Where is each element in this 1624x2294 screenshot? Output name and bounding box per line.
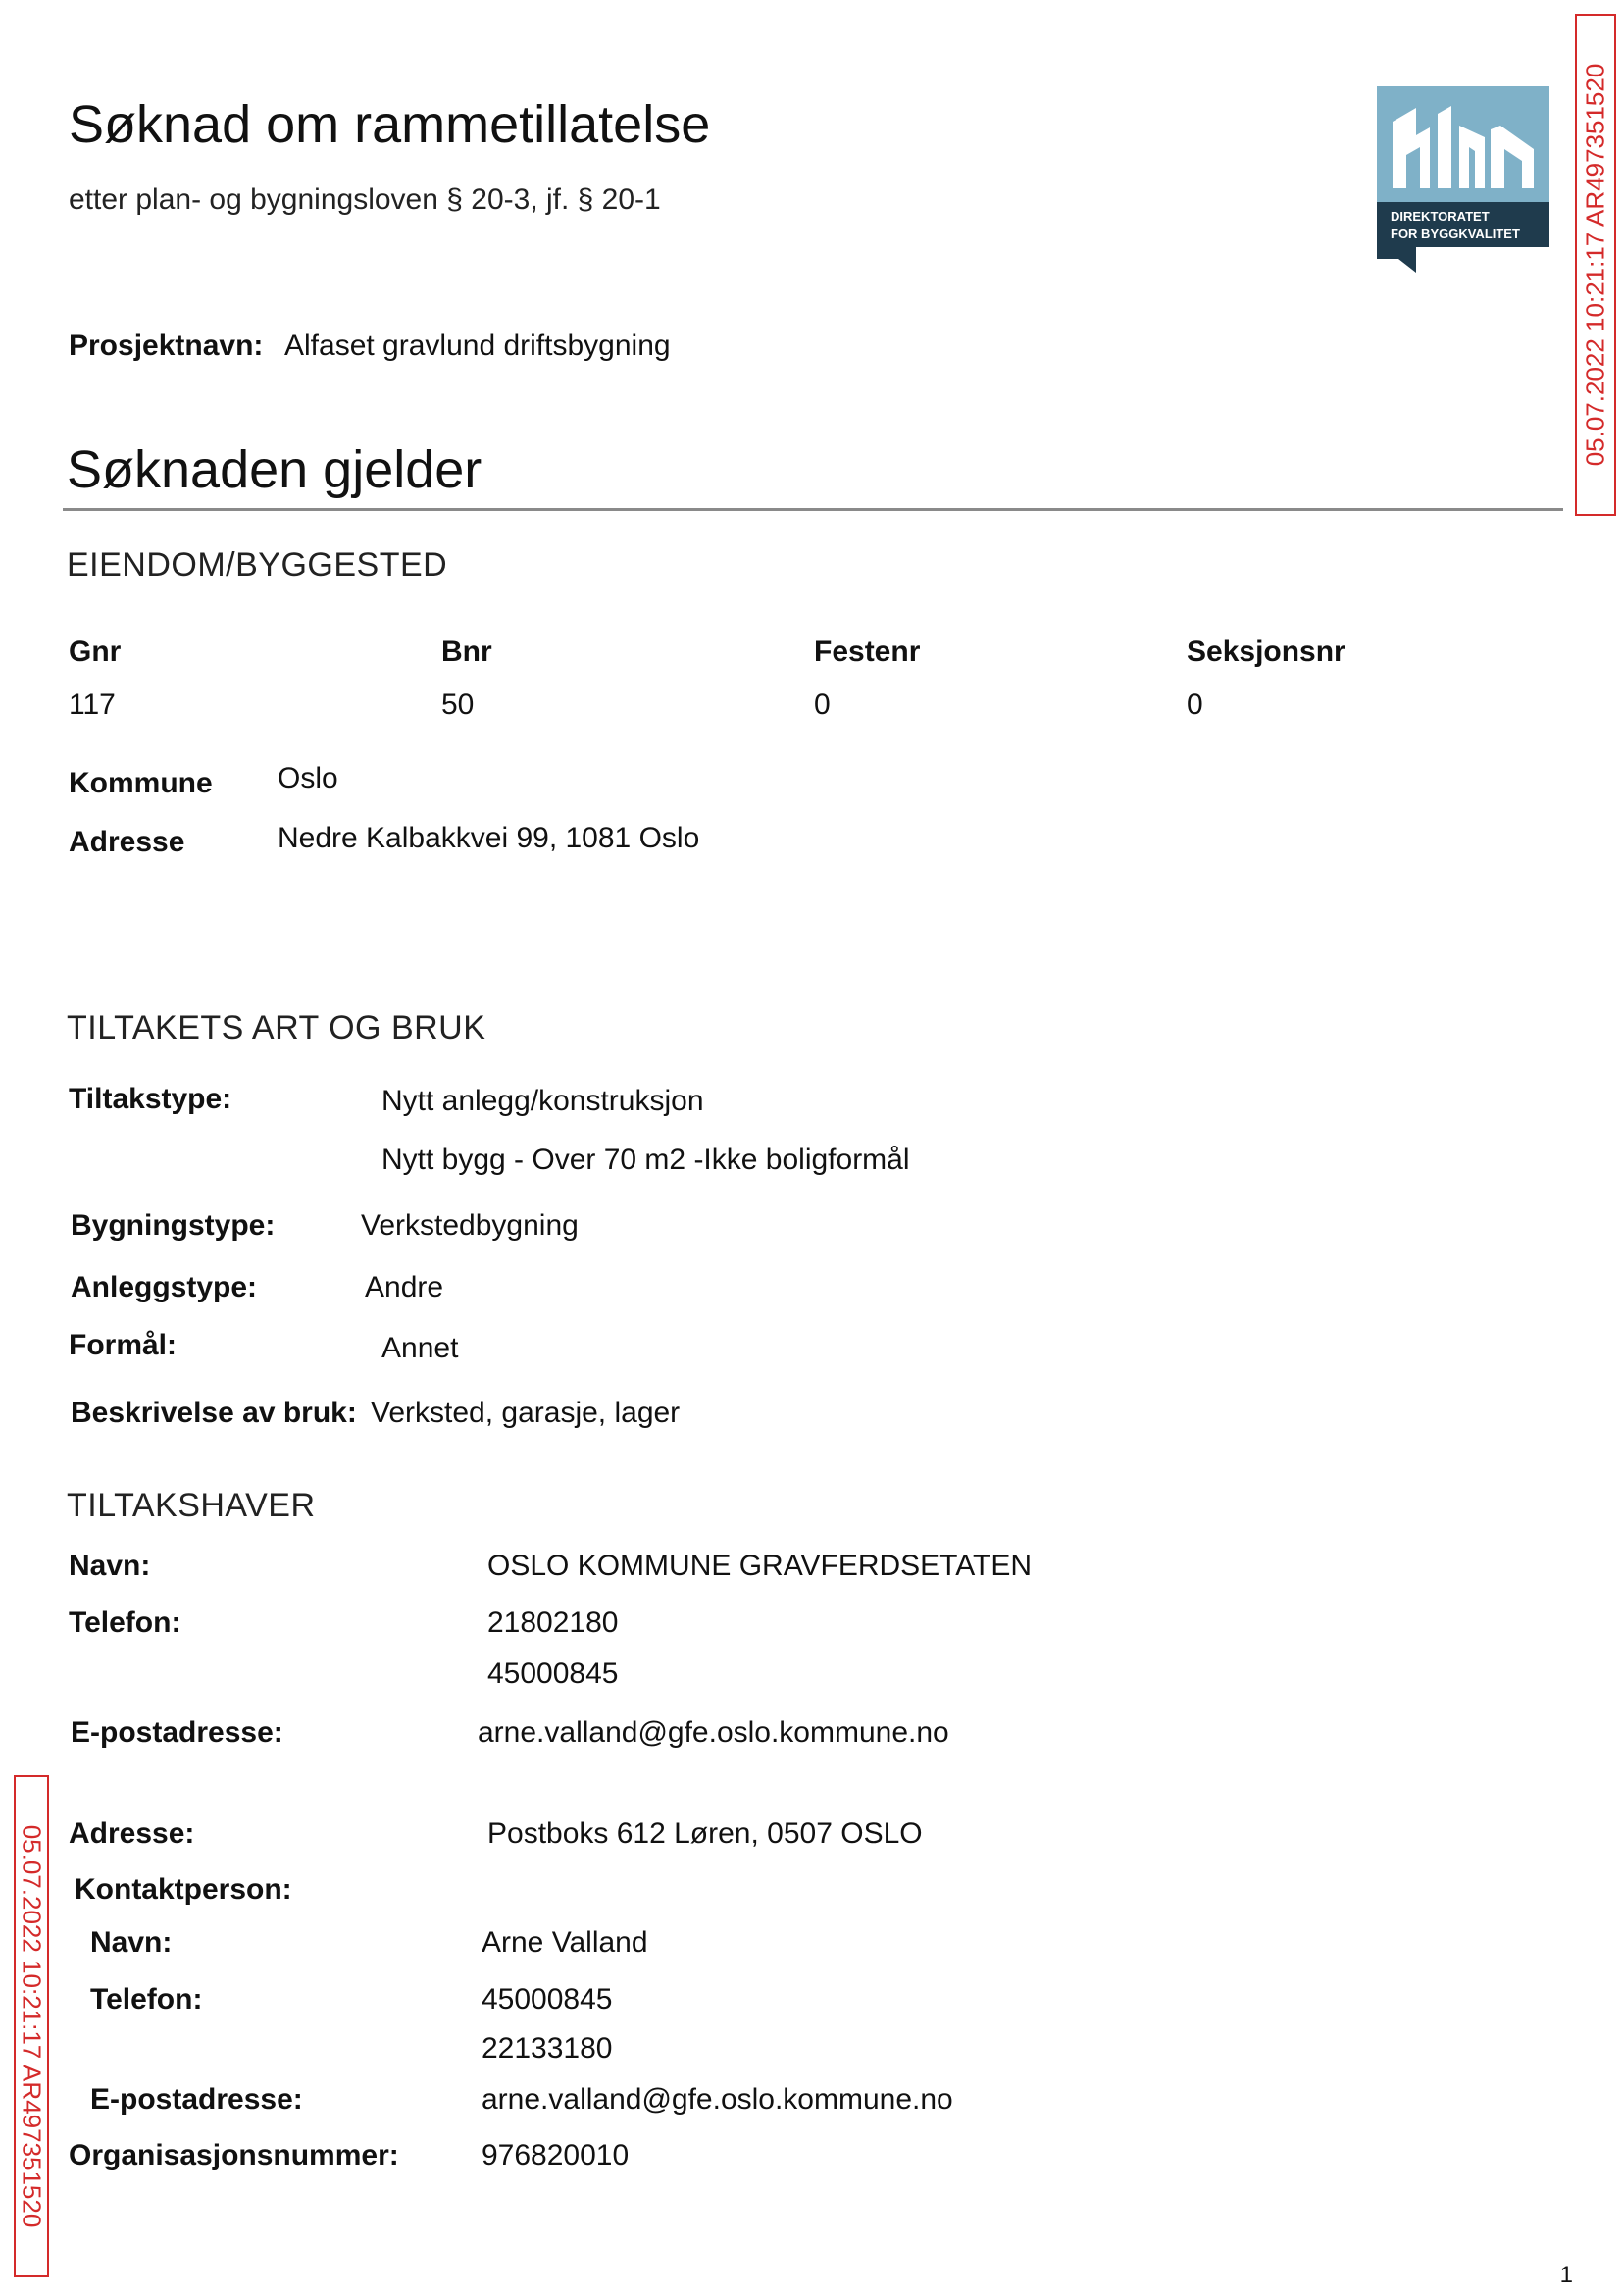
tiltakshaver-epost-value: arne.valland@gfe.oslo.kommune.no — [478, 1716, 949, 1749]
col-seksjonsnr-header: Seksjonsnr — [1187, 636, 1345, 668]
dibk-logo-icon — [1377, 86, 1549, 273]
page-number: 1 — [1559, 2262, 1573, 2288]
kommune-label: Kommune — [69, 767, 213, 799]
tiltakshaver-telefon-value-2: 45000845 — [487, 1657, 619, 1690]
col-bnr-header: Bnr — [441, 636, 492, 668]
tiltakshaver-epost-label: E-postadresse: — [71, 1716, 283, 1749]
kontakt-navn-value: Arne Valland — [482, 1926, 648, 1959]
kontakt-navn-label: Navn: — [90, 1926, 173, 1959]
beskrivelse-value: Verksted, garasje, lager — [371, 1397, 681, 1429]
tiltakstype-value-1: Nytt anlegg/konstruksjon — [381, 1085, 704, 1117]
col-festenr-header: Festenr — [814, 636, 921, 668]
receipt-stamp-left — [14, 1775, 49, 2277]
anleggstype-value: Andre — [365, 1271, 444, 1303]
receipt-stamp-right-text: 05.07.2022 10:21:17 AR497351520 — [1580, 63, 1610, 467]
tiltakstype-label: Tiltakstype: — [69, 1083, 232, 1115]
logo-text-line1: DIREKTORATET — [1391, 209, 1490, 224]
tiltakshaver-telefon-label: Telefon: — [69, 1606, 181, 1639]
kontakt-telefon-label: Telefon: — [90, 1983, 203, 2015]
adresse-label: Adresse — [69, 826, 185, 858]
receipt-stamp-right — [1575, 14, 1616, 516]
project-label: Prosjektnavn: — [69, 330, 264, 362]
section-divider — [63, 508, 1563, 511]
kontakt-telefon-value-2: 22133180 — [482, 2032, 613, 2065]
kontaktperson-label: Kontaktperson: — [75, 1873, 292, 1906]
bygningstype-label: Bygningstype: — [71, 1209, 276, 1242]
tiltakshaver-heading: TILTAKSHAVER — [67, 1487, 316, 1524]
orgnr-label: Organisasjonsnummer: — [69, 2139, 399, 2171]
formal-label: Formål: — [69, 1329, 178, 1361]
project-value: Alfaset gravlund driftsbygning — [284, 330, 671, 362]
festenr-value: 0 — [814, 688, 831, 721]
tiltakshaver-adresse-label: Adresse: — [69, 1817, 195, 1850]
adresse-value: Nedre Kalbakkvei 99, 1081 Oslo — [278, 822, 700, 854]
tiltakshaver-adresse-value: Postboks 612 Løren, 0507 OSLO — [487, 1817, 923, 1850]
tiltakstype-value-2: Nytt bygg - Over 70 m2 -Ikke boligformål — [381, 1144, 910, 1176]
tiltakshaver-navn-label: Navn: — [69, 1550, 151, 1582]
kontakt-epost-label: E-postadresse: — [90, 2083, 303, 2116]
kommune-value: Oslo — [278, 762, 338, 794]
document-title: Søknad om rammetillatelse — [69, 95, 711, 154]
bygningstype-value: Verkstedbygning — [361, 1209, 579, 1242]
orgnr-value: 976820010 — [482, 2139, 630, 2171]
anleggstype-label: Anleggstype: — [71, 1271, 258, 1303]
section-title: Søknaden gjelder — [67, 440, 482, 499]
tiltak-heading: TILTAKETS ART OG BRUK — [67, 1009, 486, 1046]
kontakt-epost-value: arne.valland@gfe.oslo.kommune.no — [482, 2083, 953, 2116]
tiltakshaver-telefon-value-1: 21802180 — [487, 1606, 619, 1639]
property-heading: EIENDOM/BYGGESTED — [67, 546, 448, 584]
gnr-value: 117 — [69, 688, 116, 721]
kontakt-telefon-value-1: 45000845 — [482, 1983, 613, 2015]
seksjonsnr-value: 0 — [1187, 688, 1203, 721]
formal-value: Annet — [381, 1332, 459, 1364]
dibk-logo — [1377, 86, 1549, 273]
beskrivelse-label: Beskrivelse av bruk: — [71, 1397, 357, 1429]
receipt-stamp-left-text: 05.07.2022 10:21:17 AR497351520 — [17, 1824, 47, 2228]
tiltakshaver-navn-value: OSLO KOMMUNE GRAVFERDSETATEN — [487, 1550, 1033, 1582]
logo-text-line2: FOR BYGGKVALITET — [1391, 227, 1520, 241]
document-subtitle: etter plan- og bygningsloven § 20-3, jf. § 20-1 — [69, 183, 661, 216]
bnr-value: 50 — [441, 688, 475, 721]
col-gnr-header: Gnr — [69, 636, 122, 668]
